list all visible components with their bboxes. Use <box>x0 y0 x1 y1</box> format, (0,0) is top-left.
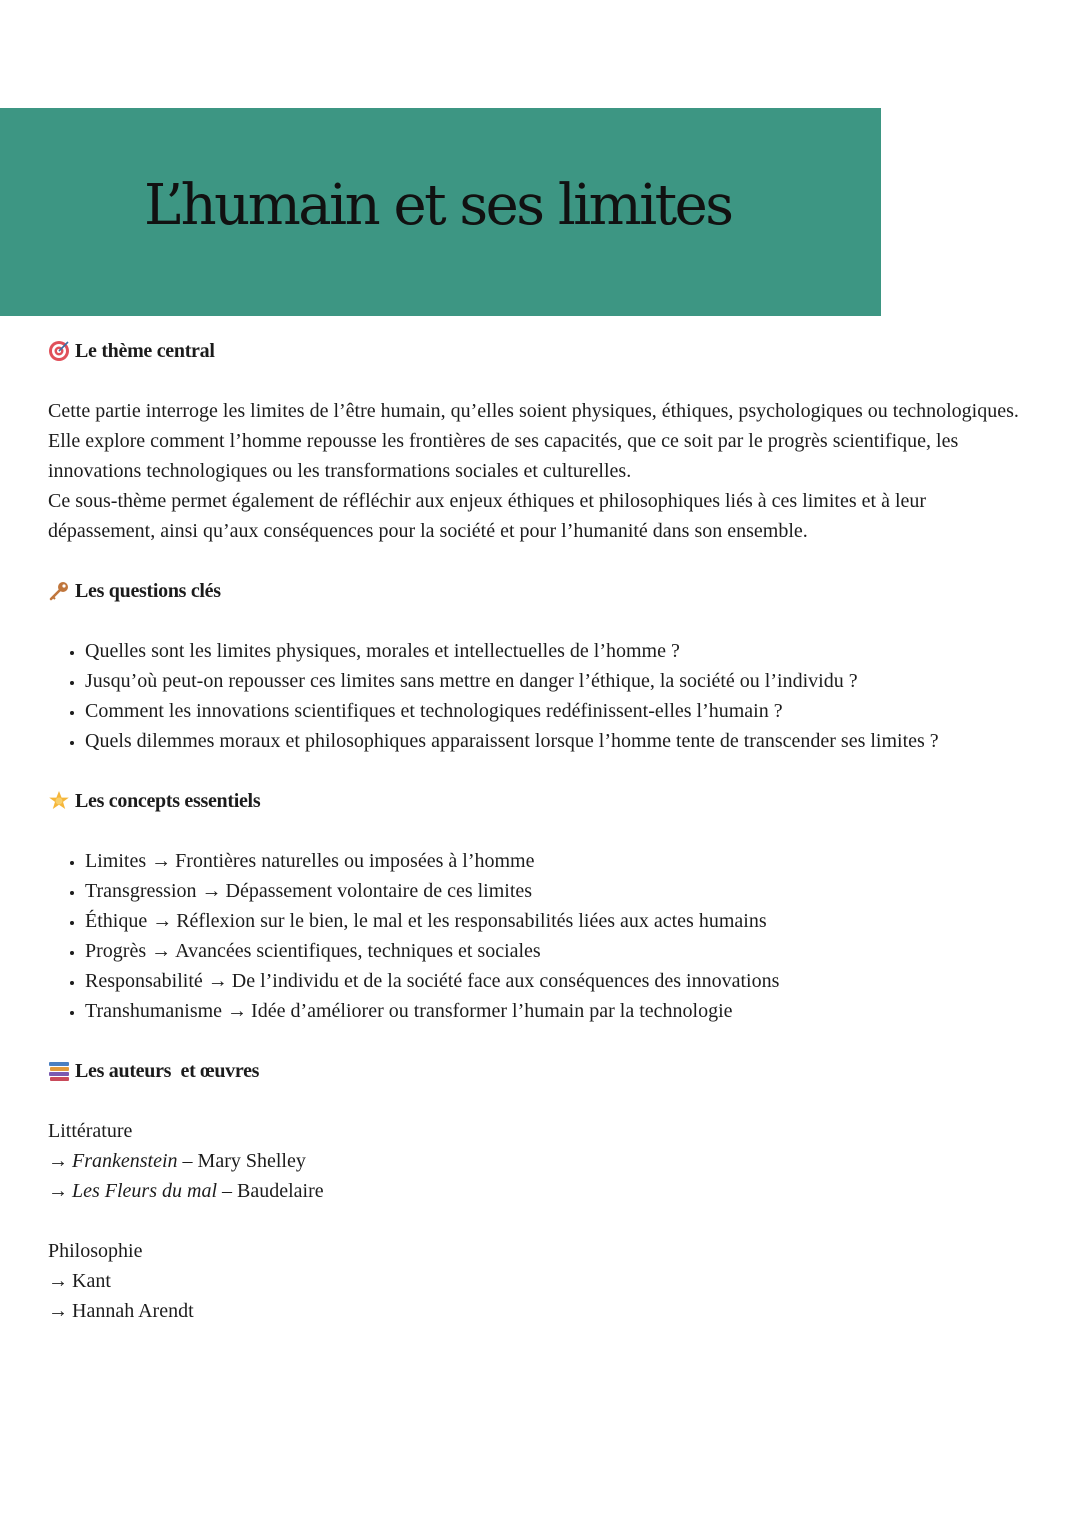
concept-definition: Dépassement volontaire de ces limites <box>225 880 533 902</box>
target-icon <box>48 340 70 362</box>
arrow-icon: → <box>48 1270 68 1292</box>
arrow-icon: → <box>48 1300 68 1322</box>
list-item <box>85 966 1038 996</box>
work-line <box>48 1146 1038 1176</box>
section-heading-label: Les concepts essentiels <box>75 790 261 812</box>
concept-term: Limites <box>85 850 147 872</box>
list-item <box>85 996 1038 1026</box>
list-item: • Jusqu’où peut-on repousser ces limites sans mettre en danger l’éthique, la société ou l’individu ? <box>85 666 1038 696</box>
list-item <box>85 876 1038 906</box>
list-item <box>85 906 1038 936</box>
section-heading-label: Le thème central <box>75 340 215 362</box>
concept-definition: De l’individu et de la société face aux conséquences des innovations <box>231 970 780 992</box>
work-author: – Mary Shelley <box>182 1150 306 1172</box>
theme-paragraph: Ce sous-thème permet également de réfléchir aux enjeux éthiques et philosophiques liés à ces limites et à leur dépassement, ainsi qu’aux conséquences pour la société et pour l’humanité dans son ensemble. <box>48 490 927 542</box>
work-author: – Baudelaire <box>222 1180 324 1202</box>
star-icon <box>48 790 70 812</box>
work-title: Les Fleurs du mal <box>72 1180 217 1202</box>
philosopher-name: Kant <box>72 1270 111 1292</box>
page-title: L’humain et ses limites <box>144 173 732 238</box>
arrow-icon: → <box>151 850 172 872</box>
concept-definition: Idée d’améliorer ou transformer l’humain par la technologie <box>251 1000 733 1022</box>
list-item <box>85 936 1038 966</box>
concept-term: Responsabilité <box>85 970 203 992</box>
work-title: Frankenstein <box>72 1150 178 1172</box>
concept-definition: Avancées scientifiques, techniques et sociales <box>175 940 541 962</box>
arrow-icon: → <box>151 940 172 962</box>
work-line <box>48 1176 1038 1206</box>
section-heading-questions <box>48 576 1038 606</box>
arrow-icon: → <box>48 1150 68 1172</box>
arrow-icon: → <box>207 970 228 992</box>
arrow-icon: → <box>227 1000 248 1022</box>
concept-definition: Frontières naturelles ou imposées à l’homme <box>175 850 535 872</box>
concept-term: Transgression <box>85 880 197 902</box>
concept-term: Progrès <box>85 940 147 962</box>
philosopher-line <box>48 1296 1038 1326</box>
section-heading-authors <box>48 1056 1038 1086</box>
key-icon <box>48 580 70 602</box>
title-wrap <box>0 108 881 316</box>
list-item: • Comment les innovations scientifiques et technologiques redéfinissent-elles l’humain ? <box>85 696 1038 726</box>
list-item <box>85 846 1038 876</box>
section-heading-theme <box>48 336 1038 366</box>
arrow-icon: → <box>152 910 173 932</box>
list-item: • Quelles sont les limites physiques, morales et intellectuelles de l’homme ? <box>85 636 1038 666</box>
section-heading-label: Les questions clés <box>75 580 221 602</box>
philosopher-line <box>48 1266 1038 1296</box>
concepts-list <box>48 846 1038 1026</box>
category-label: Littérature <box>48 1120 133 1142</box>
category-label: Philosophie <box>48 1240 143 1262</box>
questions-list <box>48 636 1038 756</box>
arrow-icon: → <box>48 1180 68 1202</box>
section-heading-label: Les auteurs et œuvres <box>75 1060 260 1082</box>
concept-definition: Réflexion sur le bien, le mal et les responsabilités liées aux actes humains <box>176 910 767 932</box>
concept-term: Éthique <box>85 910 148 932</box>
list-item: • Quels dilemmes moraux et philosophiques apparaissent lorsque l’homme tente de transcender ses limites ? <box>85 726 1038 756</box>
philosopher-name: Hannah Arendt <box>72 1300 194 1322</box>
section-heading-concepts <box>48 786 1038 816</box>
document-body <box>48 336 1038 1326</box>
concept-term: Transhumanisme <box>85 1000 223 1022</box>
arrow-icon: → <box>201 880 222 902</box>
theme-paragraph: Cette partie interroge les limites de l’être humain, qu’elles soient physiques, éthiques, psychologiques ou technologiques. Elle explore comment l’homme repousse les frontières de ses capacités, que ce soit par le progrès scientifique, les innovations technologiques ou les transformations sociales et culturelles. <box>48 400 1019 482</box>
books-icon <box>48 1060 70 1082</box>
